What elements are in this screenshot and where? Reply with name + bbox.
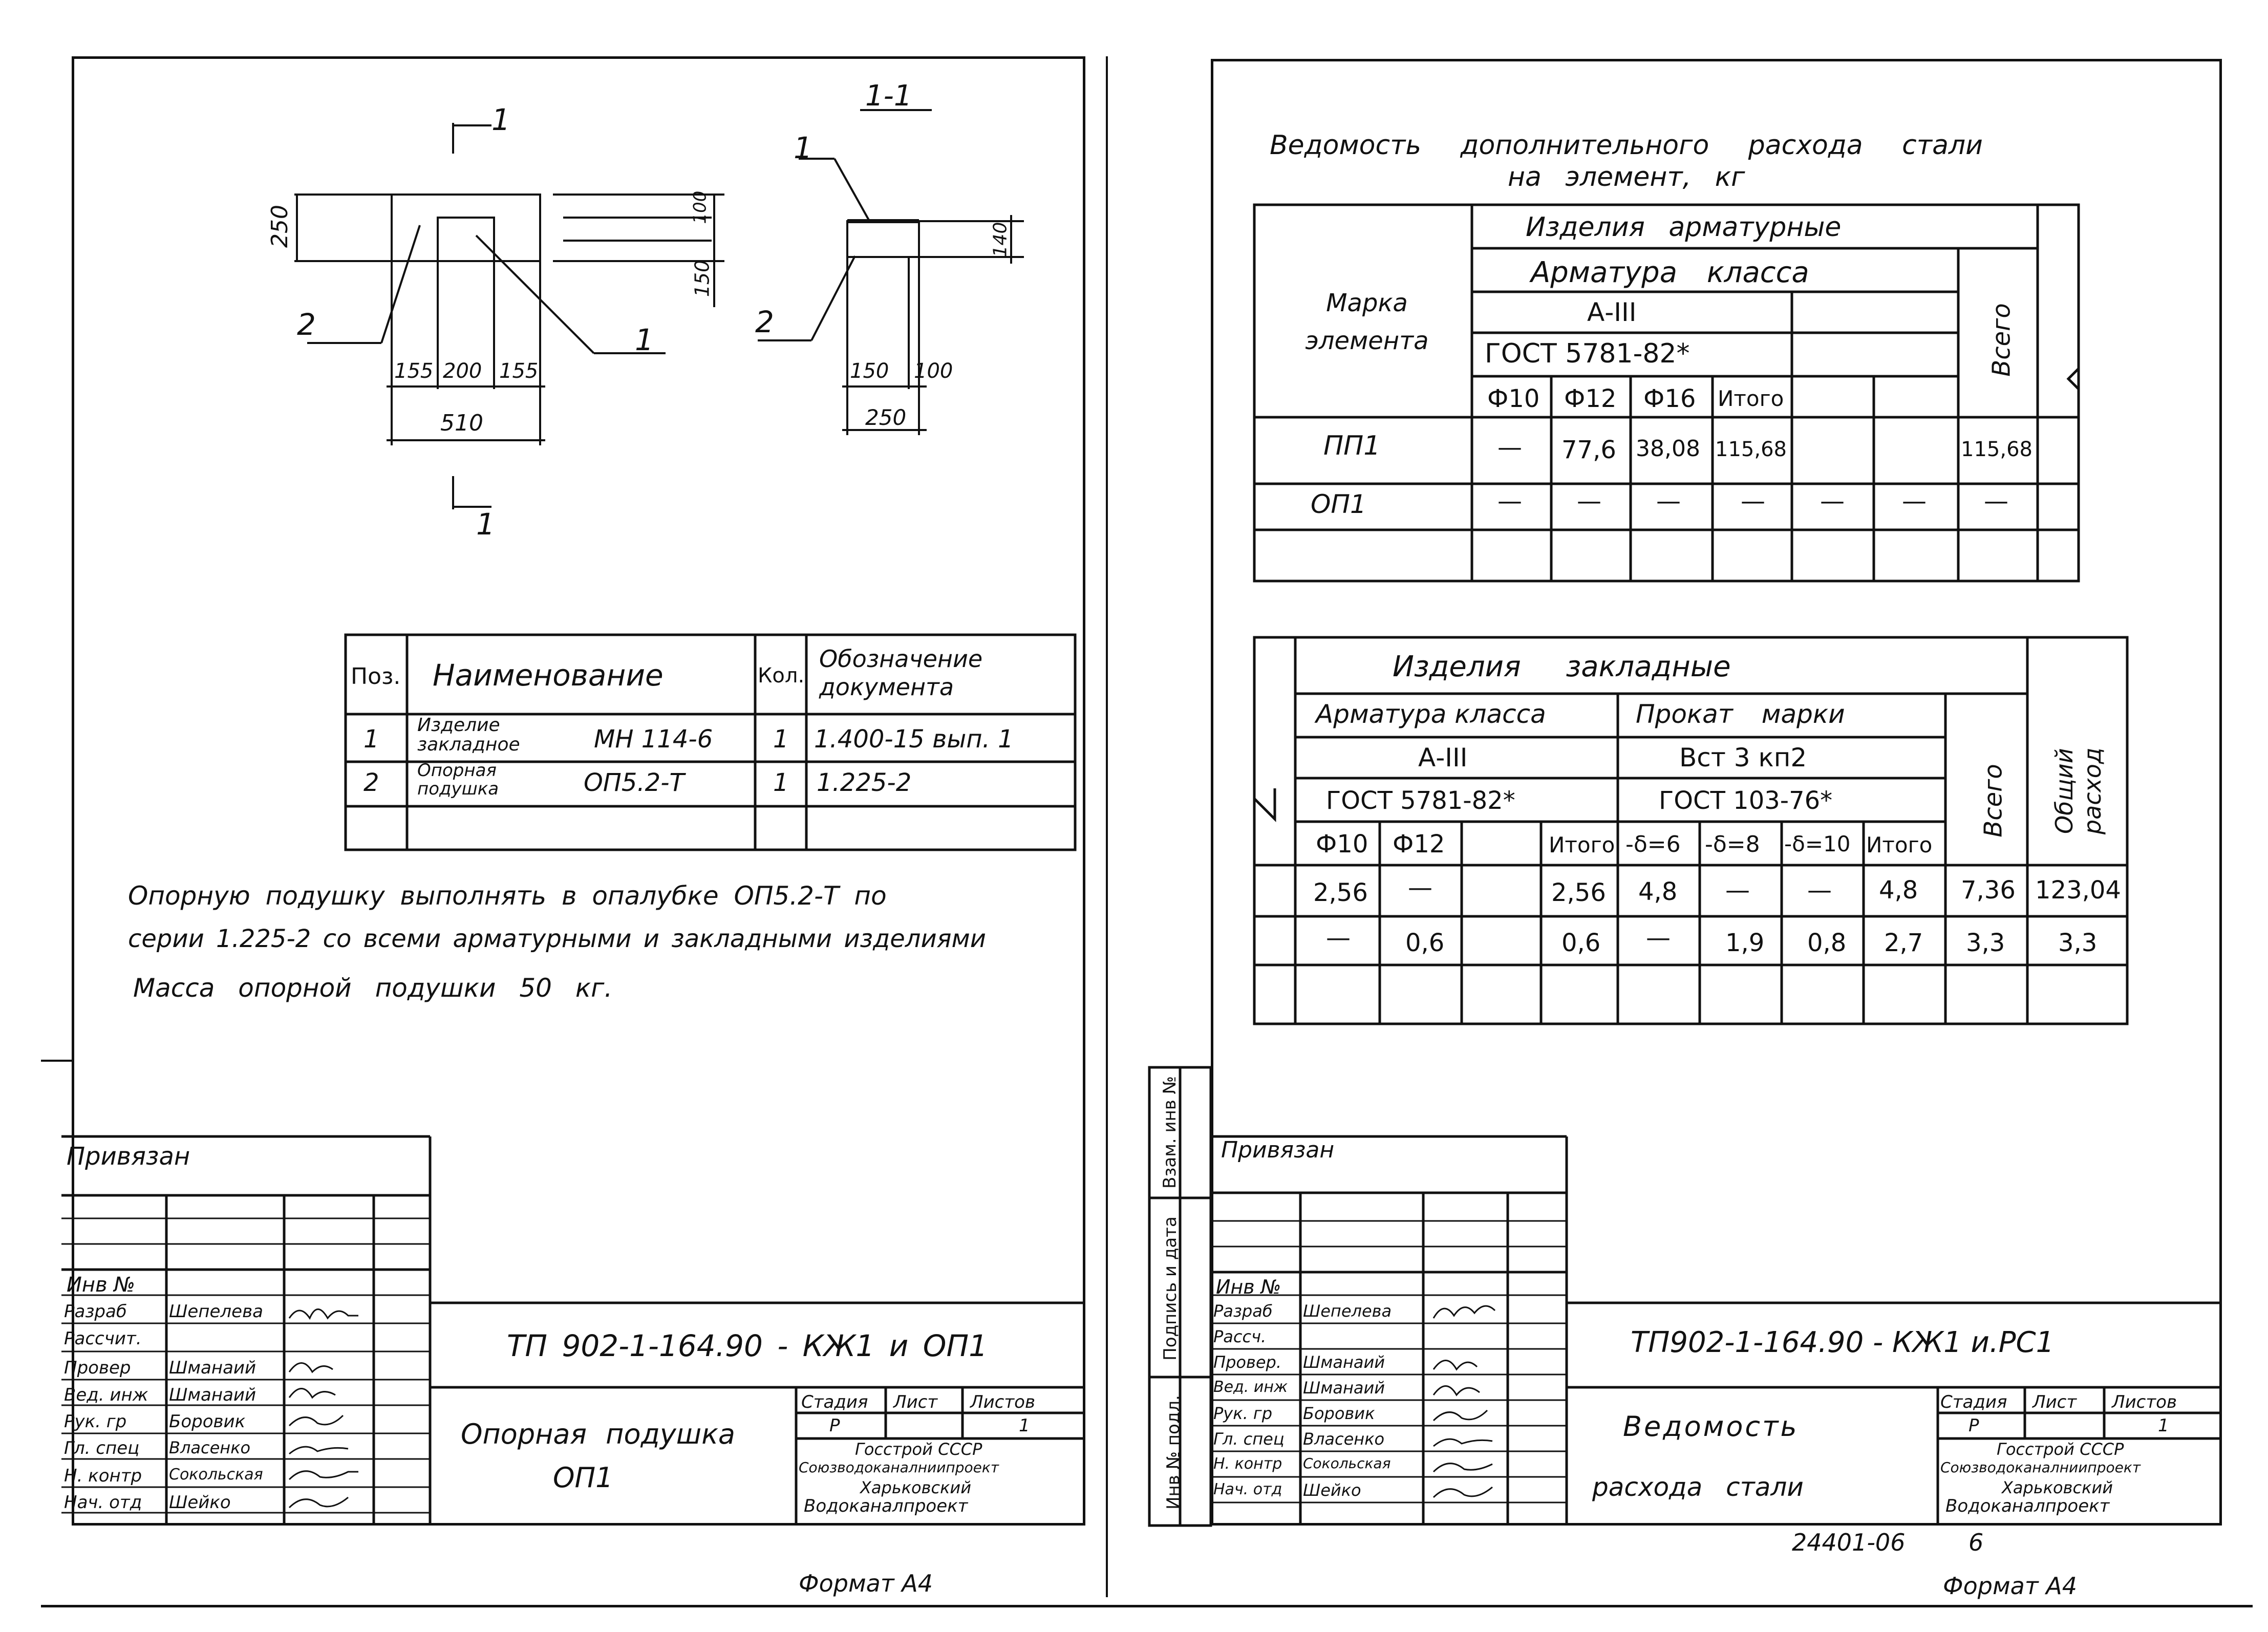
left-sheets-header: Листов xyxy=(970,1392,1036,1412)
left-format-label: Формат А4 xyxy=(799,1570,933,1597)
r-name-prover: Шманаий xyxy=(1303,1352,1385,1372)
left-org-4: Водоканалпроект xyxy=(804,1496,968,1516)
t1-row1-mark: ПП1 xyxy=(1323,431,1381,461)
t2-r1-c6: — xyxy=(1725,876,1750,905)
right-stage-value: Р xyxy=(1969,1415,1979,1436)
t1-row1-f12: 77,6 xyxy=(1561,436,1616,464)
name-ved-inzh: Шманаий xyxy=(169,1385,256,1405)
r-privyazan-label: Привязан xyxy=(1221,1137,1335,1163)
t2-r1-c10: 123,04 xyxy=(2035,876,2121,905)
t2-r2-c5: — xyxy=(1646,924,1671,952)
spec-header-name: Наименование xyxy=(433,658,664,693)
t2-col-f12: Ф12 xyxy=(1393,830,1445,858)
t2-r2-c7: 0,8 xyxy=(1807,929,1847,957)
t2-r1-c8: 4,8 xyxy=(1879,876,1918,905)
t2-obshchiy: Общий расход xyxy=(2050,747,2106,835)
dim-200: 200 xyxy=(443,359,482,383)
t1-row2-c2: — xyxy=(1577,487,1601,516)
r-role-ved-inzh: Вед. инж xyxy=(1213,1378,1288,1396)
t2-r1-c5: 4,8 xyxy=(1638,877,1678,906)
r-name-gl-spec: Власенко xyxy=(1303,1429,1385,1449)
t2-r2-c6: 1,9 xyxy=(1725,929,1765,957)
left-sheet-header: Лист xyxy=(893,1392,938,1412)
role-prover: Провер xyxy=(64,1358,131,1378)
spec-row2-name: Опорная подушка xyxy=(417,760,499,799)
spec-header-doc: Обозначение документа xyxy=(819,645,983,701)
r-role-rassch: Рассч. xyxy=(1213,1327,1267,1346)
name-nach-otd: Шейко xyxy=(169,1492,231,1513)
t2-col-d10: -δ=10 xyxy=(1784,831,1851,856)
name-n-kontr: Сокольская xyxy=(169,1466,263,1484)
name-razrab: Шепелева xyxy=(169,1301,263,1322)
privyazan-label: Привязан xyxy=(67,1142,190,1171)
t2-r2-c2: 0,6 xyxy=(1405,929,1445,957)
t2-r2-c4: 0,6 xyxy=(1561,929,1601,957)
t1-row2-c6: — xyxy=(1902,487,1927,516)
r-role-prover: Провер. xyxy=(1213,1352,1281,1372)
role-n-kontr: Н. контр xyxy=(64,1466,142,1486)
spec-row2-mark: ОП5.2-Т xyxy=(584,768,684,797)
name-gl-spec: Власенко xyxy=(169,1438,251,1457)
t2-gost2: ГОСТ 103-76* xyxy=(1659,786,1833,815)
t1-row2-mark: ОП1 xyxy=(1311,489,1366,519)
spec-row2-doc: 1.225-2 xyxy=(817,768,912,797)
role-gl-spec: Гл. спец xyxy=(64,1438,140,1458)
t1-klass: А-III xyxy=(1587,297,1637,327)
t2-r1-c1: 2,56 xyxy=(1313,878,1368,907)
r-signature-razrab xyxy=(1433,1306,1495,1318)
spec-header-pos: Поз. xyxy=(351,663,401,690)
r-role-n-kontr: Н. контр xyxy=(1213,1455,1282,1473)
dim-140: 140 xyxy=(990,222,1011,257)
spec-header-qty: Кол. xyxy=(758,664,805,688)
r-signature-n-kontr xyxy=(1433,1464,1492,1472)
role-ved-inzh: Вед. инж xyxy=(64,1385,148,1405)
callout-1-section: 1 xyxy=(794,131,812,165)
dim-155-right: 155 xyxy=(499,359,539,383)
right-org-4: Водоканалпроект xyxy=(1945,1496,2110,1516)
t1-row1-f16: 38,08 xyxy=(1636,436,1700,462)
right-sheets-value: 1 xyxy=(2158,1415,2169,1436)
t1-marka: Марка элемента xyxy=(1305,289,1429,356)
t2-vsego: Всего xyxy=(1979,764,2008,838)
r-signature-prover xyxy=(1433,1361,1477,1370)
spec-row1-doc: 1.400-15 вып. 1 xyxy=(814,725,1014,754)
t2-col-f10: Ф10 xyxy=(1316,830,1368,858)
side-label-inv-podl: Инв № подл. xyxy=(1163,1395,1184,1510)
right-doc-code: ТП902-1-164.90 - КЖ1 и.РС1 xyxy=(1631,1326,2055,1359)
side-label-vzam: Взам. инв № xyxy=(1160,1076,1181,1189)
right-org-1: Госстрой СССР xyxy=(1997,1440,2124,1459)
archive-sheet: 6 xyxy=(1969,1529,1984,1556)
t2-gost1: ГОСТ 5781-82* xyxy=(1326,786,1515,815)
t2-col-itogo2: Итого xyxy=(1866,832,1933,857)
right-sheets-header: Листов xyxy=(2112,1392,2177,1412)
t1-izdeliya: Изделия арматурные xyxy=(1526,212,1842,243)
spec-row1-name: Изделие закладное xyxy=(417,715,520,755)
t2-r1-c2: — xyxy=(1408,873,1432,902)
dim-150: 150 xyxy=(691,260,714,297)
callout-2-section: 2 xyxy=(755,305,774,339)
r-name-razrab: Шепелева xyxy=(1303,1301,1392,1321)
section-title: 1-1 xyxy=(865,79,912,113)
left-org-1: Госстрой СССР xyxy=(855,1440,982,1459)
t2-izdeliya: Изделия закладные xyxy=(1393,650,1731,683)
r-name-nach-otd: Шейко xyxy=(1303,1480,1361,1500)
dim-155-left: 155 xyxy=(394,359,434,383)
right-sheet-title-1: Ведомость xyxy=(1623,1410,1799,1443)
t1-row1-vsego: 115,68 xyxy=(1961,438,2032,461)
spec-row1-qty: 1 xyxy=(773,725,789,754)
r-role-ruk-gr: Рук. гр xyxy=(1213,1404,1273,1423)
left-sheet-title-2: ОП1 xyxy=(553,1462,613,1494)
left-doc-code: ТП 902-1-164.90 - КЖ1 и ОП1 xyxy=(507,1328,988,1363)
r-signature-ruk-gr xyxy=(1433,1410,1487,1421)
t2-armatura: Арматура класса xyxy=(1316,699,1546,729)
name-prover: Шманаий xyxy=(169,1358,256,1378)
t2-r1-c7: — xyxy=(1807,876,1832,905)
r-inv-label: Инв № xyxy=(1216,1276,1281,1298)
t1-row2-c7: — xyxy=(1984,487,2008,516)
t1-col-f10: Ф10 xyxy=(1487,384,1540,413)
note-line-3: Масса опорной подушки 50 кг. xyxy=(133,973,613,1003)
name-ruk-gr: Боровик xyxy=(169,1411,246,1432)
left-stage-value: Р xyxy=(829,1415,840,1436)
role-ruk-gr: Рук. гр xyxy=(64,1411,127,1432)
r-role-razrab: Разраб xyxy=(1213,1301,1273,1321)
archive-number: 24401-06 xyxy=(1792,1529,1906,1556)
right-title-line-1: Ведомость дополнительного расхода стали xyxy=(1270,130,1983,161)
t1-row2-c1: — xyxy=(1497,487,1522,516)
left-stage-header: Стадия xyxy=(801,1392,868,1412)
right-sheet-header: Лист xyxy=(2032,1392,2077,1412)
t1-col-f12: Ф12 xyxy=(1564,384,1617,413)
callout-2-plan: 2 xyxy=(297,307,316,342)
t2-klass: А-III xyxy=(1418,743,1468,772)
t2-stal: Вст 3 кп2 xyxy=(1679,743,1807,772)
left-org-3: Харьковский xyxy=(860,1478,971,1497)
r-signature-nach-otd xyxy=(1433,1487,1492,1497)
left-sheets-value: 1 xyxy=(1019,1415,1030,1436)
section-marker-bottom: 1 xyxy=(476,507,495,542)
note-line-1: Опорную подушку выполнять в опалубке ОП5.2-Т по xyxy=(128,881,887,911)
role-rasschit: Рассчит. xyxy=(64,1328,142,1349)
r-signature-gl-spec xyxy=(1433,1439,1492,1446)
r-name-ruk-gr: Боровик xyxy=(1303,1404,1375,1423)
r-role-gl-spec: Гл. спец xyxy=(1213,1429,1285,1449)
r-role-nach-otd: Нач. отд xyxy=(1213,1480,1282,1498)
left-sheet-title-1: Опорная подушка xyxy=(461,1418,735,1450)
role-razrab: Разраб xyxy=(64,1301,127,1322)
dim-100: 100 xyxy=(690,190,711,224)
r-name-ved-inzh: Шманаий xyxy=(1303,1378,1385,1398)
dim-250-section: 250 xyxy=(865,405,907,430)
dim-100-section: 100 xyxy=(914,359,953,383)
dim-510: 510 xyxy=(440,410,483,436)
t2-r2-c1: — xyxy=(1326,924,1351,952)
t2-r2-c8: 2,7 xyxy=(1884,929,1923,957)
right-stage-header: Стадия xyxy=(1940,1392,2007,1412)
right-title-line-2: на элемент, кг xyxy=(1508,162,1745,192)
right-org-2: Союзводоканалниипроект xyxy=(1940,1459,2141,1476)
t1-armatura: Арматура класса xyxy=(1531,256,1809,289)
t1-row2-c5: — xyxy=(1820,487,1845,516)
right-sheet-title-2: расхода стали xyxy=(1592,1472,1804,1502)
t1-vsego: Всего xyxy=(1987,303,2016,377)
dim-250-vertical: 250 xyxy=(266,205,293,248)
section-marker-top: 1 xyxy=(491,102,510,137)
dim-150-section: 150 xyxy=(850,359,889,383)
spec-row2-pos: 2 xyxy=(363,768,379,797)
inv-label: Инв № xyxy=(67,1273,135,1297)
left-org-2: Союзводоканалниипроект xyxy=(799,1459,999,1476)
t1-col-itogo: Итого xyxy=(1718,386,1784,411)
t1-col-f16: Ф16 xyxy=(1643,384,1696,413)
r-name-n-kontr: Сокольская xyxy=(1303,1455,1391,1472)
r-signature-ved-inzh xyxy=(1433,1386,1480,1395)
note-line-2: серии 1.225-2 со всеми арматурными и закладными изделиями xyxy=(128,925,986,953)
right-org-3: Харьковский xyxy=(2002,1478,2113,1497)
t2-prokat: Прокат марки xyxy=(1636,699,1845,729)
t2-col-d8: -δ=8 xyxy=(1705,831,1760,857)
t2-r2-c9: 3,3 xyxy=(1966,929,2005,957)
t2-r2-c10: 3,3 xyxy=(2058,929,2098,957)
t2-r1-c9: 7,36 xyxy=(1961,876,2016,905)
spec-row1-pos: 1 xyxy=(363,725,379,754)
t2-col-itogo1: Итого xyxy=(1549,832,1615,857)
t1-row1-itogo: 115,68 xyxy=(1715,438,1787,461)
spec-row2-qty: 1 xyxy=(773,768,789,797)
callout-1-plan: 1 xyxy=(635,323,654,357)
t2-col-d6: -δ=6 xyxy=(1625,831,1681,857)
t1-gost: ГОСТ 5781-82* xyxy=(1485,338,1690,369)
spec-row1-mark: МН 114-6 xyxy=(594,725,713,754)
t1-row2-c3: — xyxy=(1656,487,1681,516)
t1-row2-c4: — xyxy=(1741,487,1765,516)
right-format-label: Формат А4 xyxy=(1943,1572,2077,1600)
t2-r1-c4: 2,56 xyxy=(1551,878,1606,907)
t1-row1-f10: — xyxy=(1497,433,1522,462)
side-label-podpis: Подпись и дата xyxy=(1160,1216,1181,1361)
role-nach-otd: Нач. отд xyxy=(64,1492,142,1513)
